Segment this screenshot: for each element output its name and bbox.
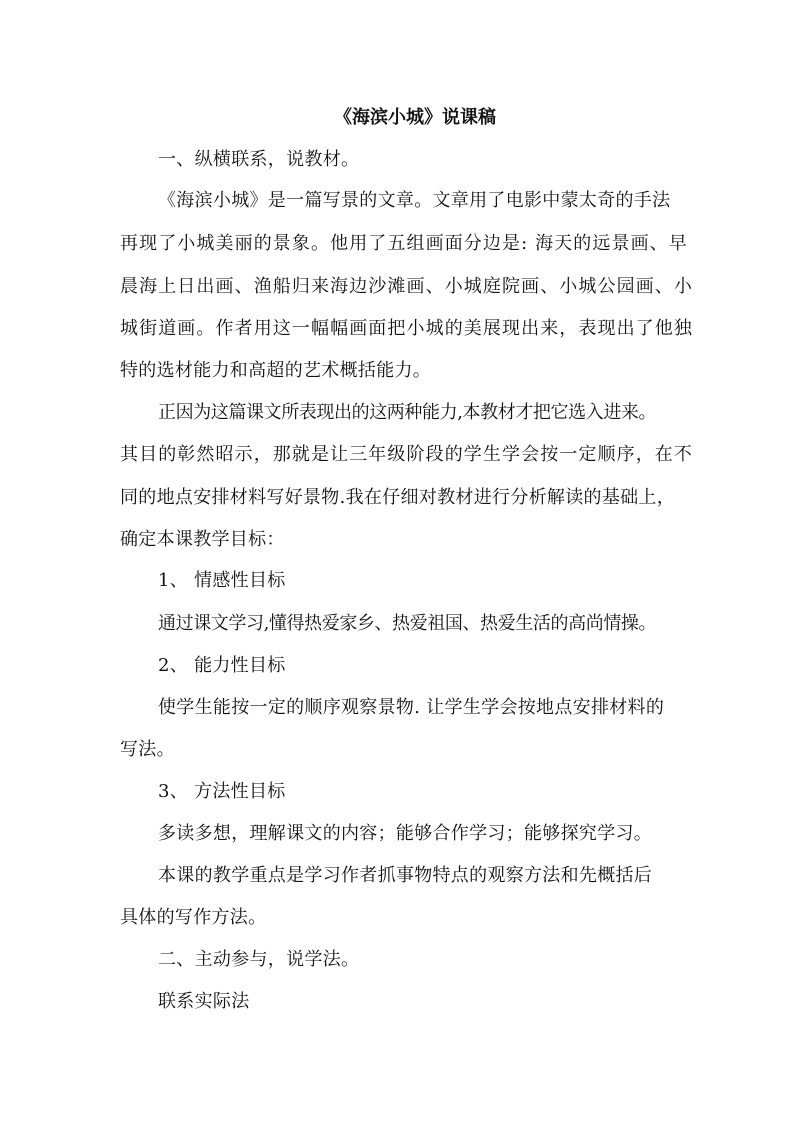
document-title: 《海滨小城》说课稿 — [334, 107, 496, 128]
paragraph-line: 正因为这篇课文所表现出的这两种能力,本教材才把它选入进来。 — [158, 402, 657, 423]
paragraph-line: 本课的教学重点是学习作者抓事物特点的观察方法和先概括后 — [158, 865, 653, 886]
paragraph-line: 使学生能按一定的顺序观察景物. 让学生学会按地点安排材料的 — [158, 697, 665, 718]
paragraph-line: 再现了小城美丽的景象。他用了五组画面分边是: 海天的远景画、早 — [120, 233, 688, 254]
goal-heading-2: 2、 能力性目标 — [158, 655, 286, 676]
goal-heading-3: 3、 方法性目标 — [158, 781, 286, 802]
goal-heading-1: 1、 情感性目标 — [158, 570, 286, 591]
paragraph-line: 同的地点安排材料写好景物.我在仔细对教材进行分析解读的基础上， — [120, 487, 676, 508]
paragraph-line: 写法。 — [120, 739, 175, 760]
paragraph-line: 《海滨小城》是一篇写景的文章。文章用了电影中蒙太奇的手法 — [158, 190, 671, 211]
paragraph-line: 具体的写作方法。 — [120, 907, 267, 928]
paragraph-line: 其目的彰然昭示，那就是让三年级阶段的学生学会按一定顺序，在不 — [120, 444, 693, 465]
paragraph-line: 晨海上日出画、渔船归来海边沙滩画、小城庭院画、小城公园画、小 — [120, 276, 693, 297]
section-heading-2: 二、主动参与，说学法。 — [158, 949, 360, 970]
paragraph-line: 城街道画。作者用这一幅幅画面把小城的美展现出来，表现出了他独 — [120, 318, 693, 339]
section-heading-1: 一、纵横联系，说教材。 — [158, 149, 360, 170]
paragraph-line: 确定本课教学目标： — [120, 529, 285, 550]
paragraph-line: 多读多想，理解课文的内容；能够合作学习；能够探究学习。 — [158, 823, 653, 844]
paragraph-line: 通过课文学习,懂得热爱家乡、热爱祖国、热爱生活的高尚情操。 — [158, 613, 657, 634]
paragraph-line: 联系实际法 — [158, 991, 250, 1012]
paragraph-line: 特的选材能力和高超的艺术概括能力。 — [120, 360, 432, 381]
